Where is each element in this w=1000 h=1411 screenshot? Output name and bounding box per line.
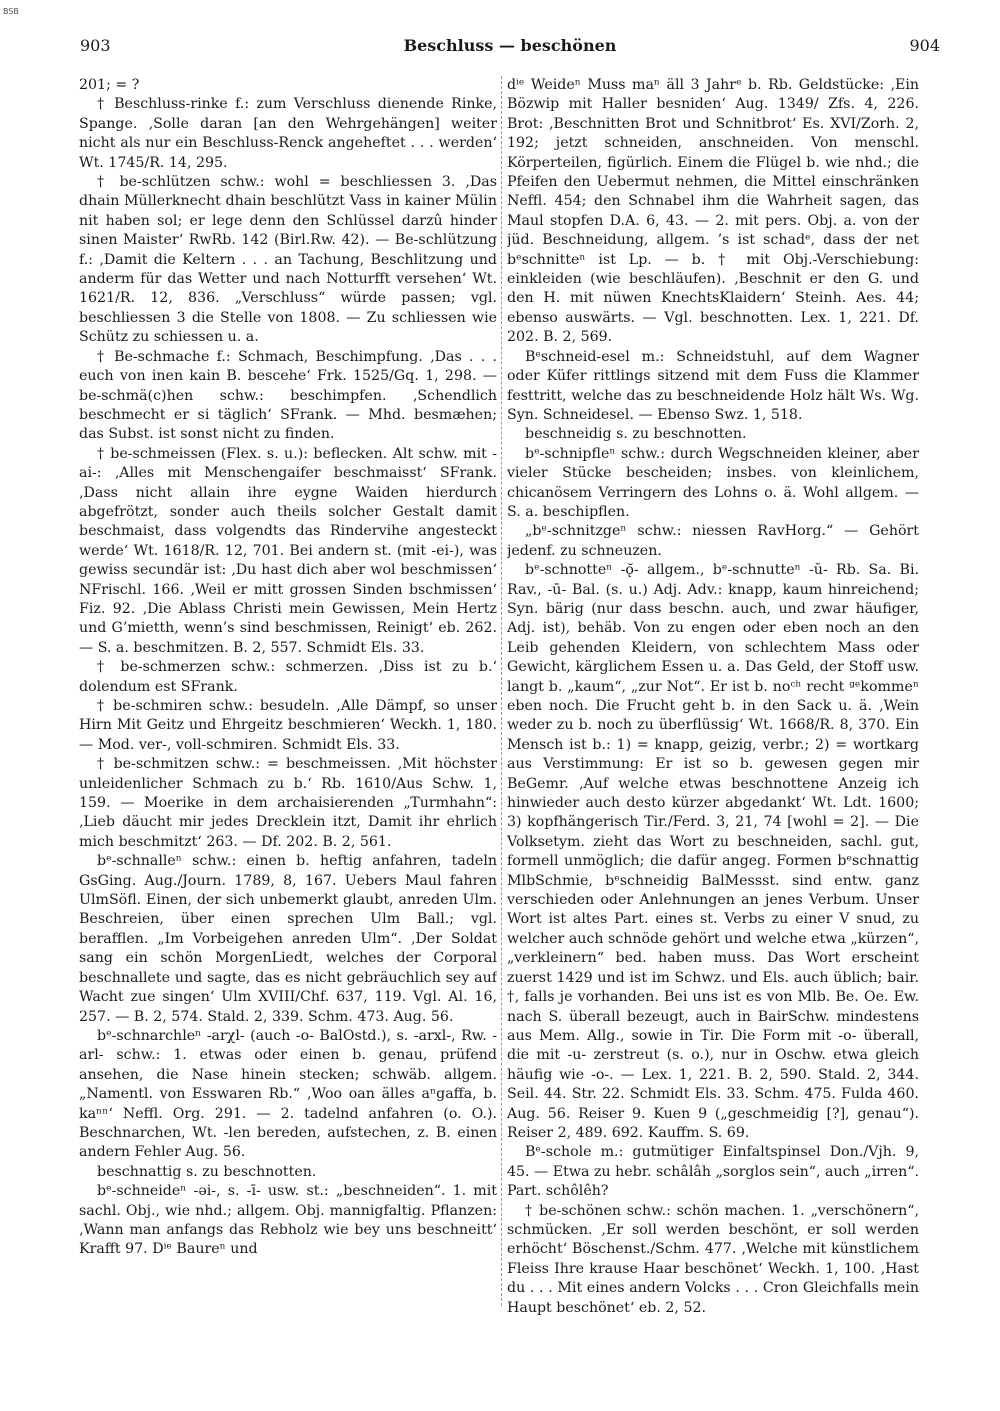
dictionary-entry: † Be-schmache f.: Schmach, Beschimpfung. ‚Das . . . euch von inen kain B. bescehe‘ Frk. 1525/Gq. 1, 298. — be-schmä(c)hen schw.: beschimpfen. ‚Schendlich beschmecht er si täglich‘ SFrank. — Mhd. besmæhen; das Subst. ist sonst nicht zu finden. [79,348,497,443]
dictionary-entry: beschneidig s. zu beschnotten. [525,426,747,443]
dictionary-entry: 201; = ? [79,77,140,93]
dictionary-entry: „bᵉ-schnitzgeⁿ schw.: niessen RavHorg.“ — Gehört jedenf. zu schneuzen. [507,523,919,559]
dictionary-entry: beschnattig s. zu beschnotten. [97,1163,317,1180]
right-column [507,76,919,1386]
dictionary-entry: dⁱᵉ Weideⁿ Muss maⁿ äll 3 Jahrᵉ b. Rb. Geldstücke: ‚Ein Bözwip mit Haller besniden‘ Aug. 1349/ Zfs. 4, 226. Brot: ‚Beschnitten Brot und Schnitbrot‘ Es. XVI/Zorh. 2, 192; jetzt schneiden, anschneiden. Von menschl. Körperteilen, figürlich. Einem die Flügel b. wie nhd.; die Pfeifen den Uebermut nehmen, die Mittel einschränken Neffl. 454; den Schnabel ihm die Wahrheit sagen, das Maul stopfen D.A. 6, 43. — 2. mit pers. Obj. a. von der jüd. Beschneidung, allgem. ’s ist schadᵉ, dass der net bᵉschnitteⁿ ist Lp. — b. † mit Obj.-Verschiebung: einkleiden (wie beschläufen). ‚Beschnit er den G. und den H. mit nüwen KnechtsKlaidern‘ Steinh. Aes. 44; ebenso auswärts. — Vgl. beschnotten. Lex. 1, 221. Df. 202. B. 2, 569. [507,77,919,346]
dictionary-entry: † be-schmitzen schw.: = beschmeissen. ‚Mit höchster unleidenlicher Schmach zu b.‘ Rb. 1610/Aus Schw. 1, 159. — Moerike in dem archaisierenden „Turmhahn“: ‚Lieb däucht mir jedes Drecklein itzt, Damit ihr ehrlich mich beschmitzt‘ 263. — Df. 202. B. 2, 561. [79,756,497,850]
dictionary-entry: † Beschluss-rinke f.: zum Verschluss dienende Rinke, Spange. ‚Solle daran [an den Wehrgehängen] weiter nicht als nur ein Beschluss-Renck angeheftet . . . werden‘ Wt. 1745/R. 14, 295. [79,96,497,171]
dictionary-entry: Bᵉschneid-esel m.: Schneidstuhl, auf dem Wagner oder Küfer rittlings sitzend mit dem Fuss die Klammer festtritt, welche das zu beschneidende Holz hält Ws. Wg. Syn. Schneidesel. — Ebenso Swz. 1, 518. [507,348,919,423]
dictionary-entry: † be-schmeissen (Flex. s. u.): beflecken. Alt schw. mit -ai-: ‚Alles mit Menschengaifer beschmaisst‘ SFrank. ‚Dass nicht allain ihre eygne Waiden hierdurch abgefrötzt, sonder auch theils solcher Gestalt damit beschmaist, dass volgendts das Rindervihe angesteckt werde‘ Wt. 1618/R. 12, 701. Bei andern st. (mit -ei-), was gewiss secundär ist: ‚Du hast dich aber wol beschmissen‘ NFrischl. 166. ‚Weil er mitt grossen Sinden bschmissen‘ Fiz. 92. ‚Die Ablass Christi mein Gewissen, Mein Hertz und G’mietth, wenn’s sind beschmissen, Reinigt‘ eb. 262. — S. a. beschmitzen. B. 2, 557. Schmidt Els. 33. [79,445,497,656]
dictionary-entry: bᵉ-schnipfleⁿ schw.: durch Wegschneiden kleiner, aber vieler Stücke bescheiden; insbes. von kleinlichem, chicanösem Verringern des Lohns o. ä. Wohl allgem. — S. a. beschipflen. [507,445,919,520]
dictionary-entry: † be-schönen schw.: schön machen. 1. „verschönern“, schmücken. ‚Er soll werden beschönt, er soll werden erhöcht‘ Böschenst./Schm. 477. ‚Welche mit künstlichem Fleiss Ihre krause Haar beschönet‘ Weckh. 1, 100. ‚Hast du . . . Mit eines andern Volcks . . . Cron Gleichfalls mein Haupt beschönet‘ eb. 2, 52. [507,1202,919,1316]
right-page-number: 904 [909,36,940,55]
running-title: Beschluss — beschönen [403,36,617,55]
left-column [79,76,497,1386]
library-stamp: BSB [3,7,19,16]
dictionary-entry: bᵉ-schnalleⁿ schw.: einen b. heftig anfahren, tadeln GsGing. Aug./Journ. 1789, 8, 167. Uebers Maul fahren UlmSöfl. Einen, der sich unbemerkt glaubt, anreden Ulm. Beschreien, über einen sprechen Ulm Ball.; vgl. berafflen. „Im Vorbeigehen anreden Ulm“. ‚Der Soldat sang ein schön MorgenLiedt, welches der Corporal beschnallete und sagte, das es nicht gebräuchlich sey auf Wacht zue singen‘ Ulm XVIII/Chf. 637, 119. Vgl. Al. 16, 257. — B. 2, 574. Stald. 2, 339. Schm. 473. Aug. 56. [79,853,497,1025]
dictionary-entry: bᵉ-schnarchleⁿ -arχl- (auch -o- BalOstd.), s. -arxl-, Rw. -arl- schw.: 1. etwas oder einen b. genau, prüfend ansehen, die Nase hinein stecken; schwäb. allgem. „Namentl. von Esswaren Rb.“ ‚Woo oan älles aⁿgaffa, b. kaⁿⁿ‘ Neffl. Org. 291. — 2. tadelnd anfahren (o. O.). Beschnarchen, Wt. -len bereden, aufstechen, z. B. einen andern Fehler Aug. 56. [79,1027,497,1161]
dictionary-entry: † be-schlützen schw.: wohl = beschliessen 3. ‚Das dhain Müllerknecht dhain beschlützt Vass in kainer Mülin nit haben sol; er lege denn den Schlüssel darzû hinder sinen Maister‘ RwRb. 142 (Birl.Rw. 42). — Be-schlützung f.: ‚Damit die Keltern . . . an Tachung, Beschlitzung und anderm für das Wetter und nach Notturfft versehen‘ Wt. 1621/R. 12, 836. „Verschluss“ würde passen; vgl. beschliessen 3 die Stelle von 1808. — Zu schliessen wie Schütz zu schiessen u. a. [79,174,497,346]
dictionary-entry: † be-schmiren schw.: besudeln. ‚Alle Dämpf, so unser Hirn Mit Geitz und Ehrgeitz beschmieren‘ Weckh. 1, 180. — Mod. ver-, voll-schmiren. Schmidt Els. 33. [79,698,497,753]
column-divider [501,76,502,1306]
dictionary-entry: bᵉ-schneideⁿ -əi-, s. -ī- usw. st.: „beschneiden“. 1. mit sachl. Obj., wie nhd.; allgem. Obj. mannigfaltig. Pflanzen: ‚Wann man anfangs das Rebholz wie bey uns beschneitt‘ Krafft 97. Dⁱᵉ Baureⁿ und [79,1183,497,1258]
left-page-number: 903 [80,36,111,55]
dictionary-entry: † be-schmerzen schw.: schmerzen. ‚Diss ist zu b.‘ dolendum est SFrank. [79,659,497,695]
dictionary-entry: Bᵉ-schole m.: gutmütiger Einfaltspinsel Don./Vjh. 9, 45. — Etwa zu hebr. schâlâh „sorglos sein“, auch „irren“. Part. schôlêh? [507,1144,919,1200]
dictionary-entry: bᵉ-schnotteⁿ -ǫ̆- allgem., bᵉ-schnutteⁿ -ŭ- Rb. Sa. Bi. Rav., -ū- Bal. (s. u.) Adj. Adv.: knapp, kaum hinreichend; Syn. bärig (nur dass beschn. auch, und zwar häufiger, Adj. ist), behäb. Von zu engen oder eben noch an den Leib gehenden Kleidern, von schlechtem Mass oder Gewicht, kärglichem Essen u. a. Das Geld, der Stoff usw. langt b. „kaum“, „zur Not“. Er ist b. noᶜʰ recht ᵍᵉkommeⁿ eben noch. Die Frucht geht b. in den Sack u. ä. ‚Wein weder zu b. noch zu überflüssig‘ Wt. 1668/R. 8, 370. Ein Mensch ist b.: 1) = knapp, geizig, verbr.; 2) = wortkarg aus Verstimmung: Er ist so b. gewesen gegen mir BeGemr. ‚Auf welche etwas beschnottene Anzeig ich hinwieder auch desto kürzer abgedankt‘ Wt. Ldt. 1600; 3) kopfhängerisch Tir./Ferd. 3, 21, 74 [wohl = 2]. — Die Volksetym. zieht das Wort zu beschneiden, sachl. gut, formell unmöglich; die dafür angeg. Formen bᵉschnattig MlbSchmie, bᵉschneidig BalMessst. sind entw. ganz verschieden oder Anlehnungen an jenes Verbum. Unser Wort ist altes Part. eines st. Verbs zu einer V snud, zu welcher auch schnöde gehört und welche etwa „kürzen“, „verkleinern“ bed. haben muss. Das Wort erscheint zuerst 1429 und ist im Schwz. und Els. auch üblich; bair. †, falls je vorhanden. Bei uns ist es von Mlb. Be. Oe. Ew. nach S. überall bezeugt, auch in BairSchw. mindestens aus Mem. Allg., sowie in Tir. Die Form mit -o- überall, die mit -u- zerstreut (s. o.), nur in Oschw. etwa gleich häufig wie -o-. — Lex. 1, 221. B. 2, 590. Stald. 2, 344. Seil. 44. Str. 22. Schmidt Els. 33. Schm. 475. Fulda 460. Aug. 56. Reiser 9. Kuen 9 („geschmeidig [?], genau“). Reiser 2, 489. 692. Kauffm. S. 69. [507,562,919,1141]
page-header [80,36,940,62]
